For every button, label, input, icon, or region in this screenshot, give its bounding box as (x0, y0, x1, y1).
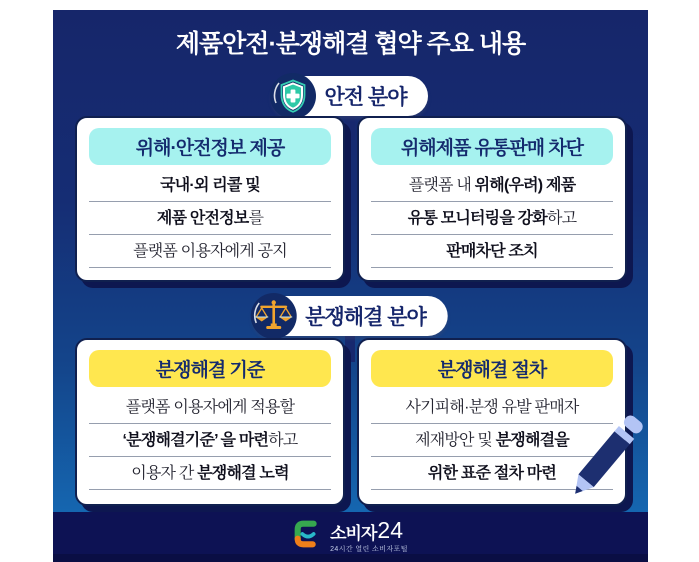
card-body-line: 플랫폼 이용자에게 적용할 (89, 391, 331, 424)
page-title: 제품안전·분쟁해결 협약 주요 내용 (175, 30, 526, 58)
card-hazard-info (75, 116, 345, 282)
card-title: 위해제품 유통판매 차단 (371, 128, 613, 165)
scales-icon (249, 292, 297, 340)
card-body-line: 제품 안전정보를 (89, 202, 331, 235)
section-badge-safety (271, 76, 429, 116)
card-body-line: 플랫폼 이용자에게 공지 (89, 235, 331, 268)
card-body-line: 제재방안 및 분쟁해결을 (371, 424, 613, 457)
card-title: 위해·안전정보 제공 (89, 128, 331, 165)
card-body-line: 국내·외 리콜 및 (89, 169, 331, 202)
card-body-line: 플랫폼 내 위해(우려) 제품 (371, 169, 613, 202)
logo-name: 소비자 (330, 524, 377, 543)
section-badge-label: 분쟁해결 분야 (305, 306, 426, 329)
card-title: 분쟁해결 절차 (371, 350, 613, 387)
logo-number: 24 (377, 517, 403, 543)
card-body-line: 유통 모니터링을 강화하고 (371, 202, 613, 235)
logo-tagline: 24시간 열린 소비자포털 (330, 546, 408, 553)
consumer24-logo-icon (293, 519, 323, 554)
consumer24-logo (53, 519, 648, 554)
card-body (89, 391, 331, 490)
card-sales-block (357, 116, 627, 282)
section-badge-dispute (251, 296, 448, 336)
footer-band-edge (53, 554, 648, 562)
card-body-line: 판매차단 조치 (371, 235, 613, 268)
card-body-line: 위한 표준 절차 마련 (371, 457, 613, 490)
card-body-line: 이용자 간 분쟁해결 노력 (89, 457, 331, 490)
card-body (89, 169, 331, 268)
card-body (371, 391, 613, 490)
card-body-line: 사기피해·분쟁 유발 판매자 (371, 391, 613, 424)
card-dispute-standard (75, 338, 345, 506)
shield-check-icon (269, 72, 317, 120)
card-title: 분쟁해결 기준 (89, 350, 331, 387)
card-dispute-procedure (357, 338, 627, 506)
card-body-line: ‘분쟁해결기준’ 을 마련하고 (89, 424, 331, 457)
section-badge-label: 안전 분야 (324, 86, 407, 109)
card-body (371, 169, 613, 268)
